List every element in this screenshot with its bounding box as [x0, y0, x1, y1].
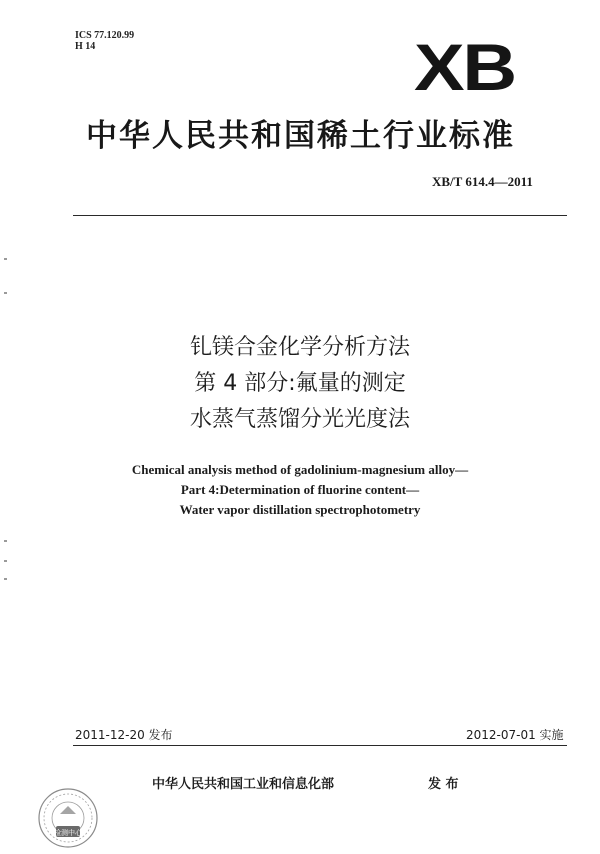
standard-title: 中华人民共和国稀土行业标准	[86, 118, 515, 154]
category-line: H 14	[75, 41, 96, 52]
cn-title-line-2: 第 4 部分:氟量的测定	[194, 371, 406, 396]
en-title-line-2: Part 4:Determination of fluorine content—	[180, 482, 420, 497]
footer-divider	[73, 745, 567, 746]
ics-line: ICS 77.120.99	[75, 30, 135, 41]
scan-mark	[4, 292, 7, 294]
stamp-seal-icon	[36, 786, 100, 850]
inspection-stamp	[36, 786, 100, 850]
cn-title-line-3: 水蒸气蒸馏分光光度法	[189, 407, 410, 432]
xb-logo: XB	[414, 30, 515, 104]
publish-label: 发 布	[428, 777, 459, 792]
cn-title-line-1: 钆镁合金化学分析方法	[189, 335, 410, 360]
standard-code: XB/T 614.4—2011	[432, 174, 533, 189]
scan-mark	[4, 540, 7, 542]
stamp-label: 检测中心	[54, 829, 82, 837]
implementation-date: 2012-07-01 实施	[466, 728, 564, 742]
scan-mark	[4, 578, 7, 580]
issue-date: 2011-12-20 发布	[75, 728, 173, 742]
scan-mark	[4, 258, 7, 260]
en-title-line-3: Water vapor distillation spectrophotometry	[179, 502, 421, 517]
publisher-name: 中华人民共和国工业和信息化部	[152, 777, 335, 792]
ics-code	[75, 30, 134, 52]
header-divider	[73, 215, 567, 216]
scan-mark	[4, 560, 7, 562]
en-title-line-1: Chemical analysis method of gadolinium-magnesium alloy—	[131, 462, 469, 477]
